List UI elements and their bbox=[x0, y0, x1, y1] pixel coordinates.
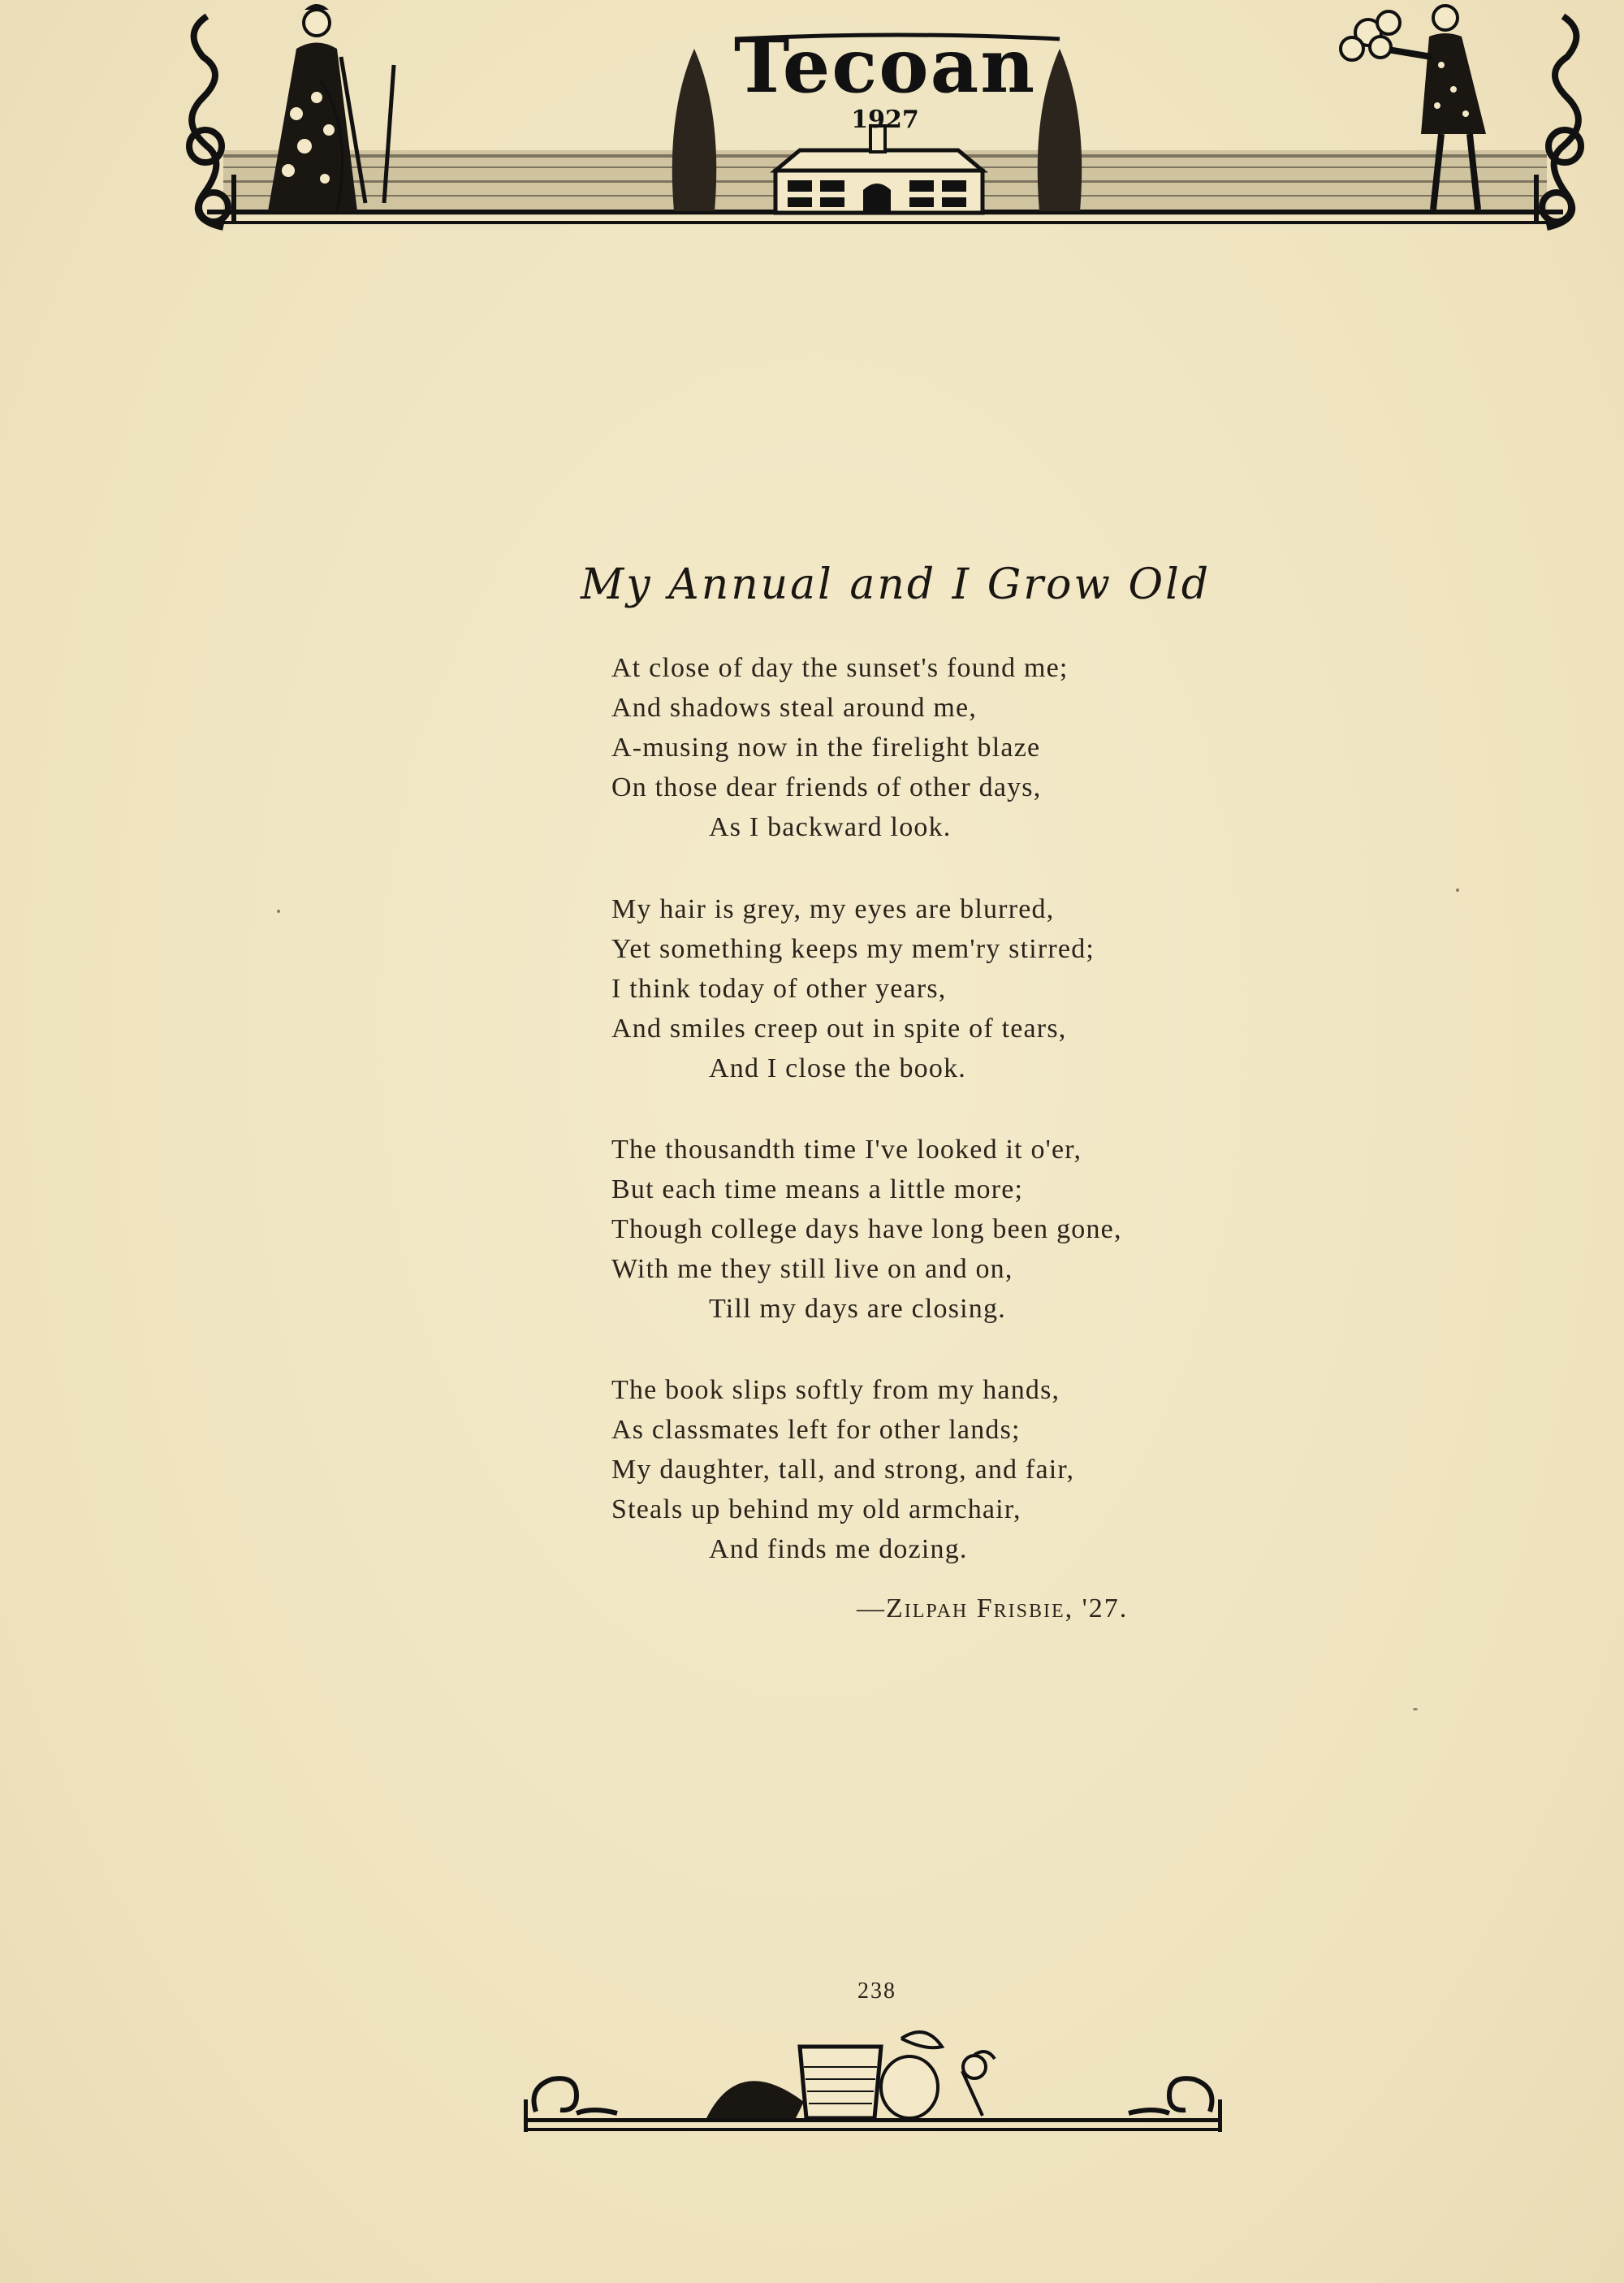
poem-line: And smiles creep out in spite of tears, bbox=[611, 1014, 1067, 1044]
poem-line: At close of day the sunset's found me; bbox=[611, 653, 1069, 683]
stanza bbox=[611, 648, 1069, 847]
attribution-dash: — bbox=[857, 1593, 886, 1624]
page-number: 238 bbox=[857, 1978, 896, 2004]
poem-line: Though college days have long been gone, bbox=[611, 1214, 1122, 1244]
masthead-title: Tecoan bbox=[733, 22, 1037, 110]
poem-line: My daughter, tall, and strong, and fair, bbox=[611, 1455, 1075, 1485]
poem-refrain-line: And I close the book. bbox=[709, 1053, 966, 1083]
stanza bbox=[611, 1370, 1074, 1569]
poem-line: On those dear friends of other days, bbox=[611, 772, 1042, 802]
poem-refrain-line: Till my days are closing. bbox=[709, 1294, 1006, 1324]
poem-line: My hair is grey, my eyes are blurred, bbox=[611, 894, 1055, 924]
poem-line: Steals up behind my old armchair, bbox=[611, 1494, 1021, 1524]
poem-attribution bbox=[857, 1593, 1128, 1624]
poem-refrain-line: As I backward look. bbox=[709, 812, 952, 842]
poem-line: But each time means a little more; bbox=[611, 1174, 1024, 1204]
poem-line: As classmates left for other lands; bbox=[611, 1415, 1021, 1445]
paper-speck bbox=[277, 910, 280, 913]
poem-line: The book slips softly from my hands, bbox=[611, 1375, 1060, 1405]
footer-ornament bbox=[520, 2022, 1226, 2152]
author-name: Zilpah Frisbie bbox=[886, 1593, 1065, 1624]
paper-speck bbox=[1456, 889, 1459, 892]
stanza bbox=[611, 889, 1095, 1088]
header-ornament bbox=[175, 0, 1596, 236]
poem-line: With me they still live on and on, bbox=[611, 1254, 1013, 1284]
author-class-year: , '27. bbox=[1065, 1593, 1129, 1624]
poem-line: And shadows steal around me, bbox=[611, 693, 978, 723]
stanza bbox=[611, 1130, 1122, 1329]
footer-illustration bbox=[520, 2022, 1226, 2152]
masthead-year: 1927 bbox=[851, 106, 919, 134]
poem-title: My Annual and I Grow Old bbox=[581, 560, 1212, 609]
poem-refrain-line: And finds me dozing. bbox=[709, 1534, 968, 1564]
poem-line: The thousandth time I've looked it o'er, bbox=[611, 1135, 1082, 1165]
poem-line: I think today of other years, bbox=[611, 974, 947, 1004]
poem-line: Yet something keeps my mem'ry stirred; bbox=[611, 934, 1095, 964]
poem-line: A-musing now in the firelight blaze bbox=[611, 733, 1041, 763]
paper-speck bbox=[1413, 1708, 1418, 1710]
